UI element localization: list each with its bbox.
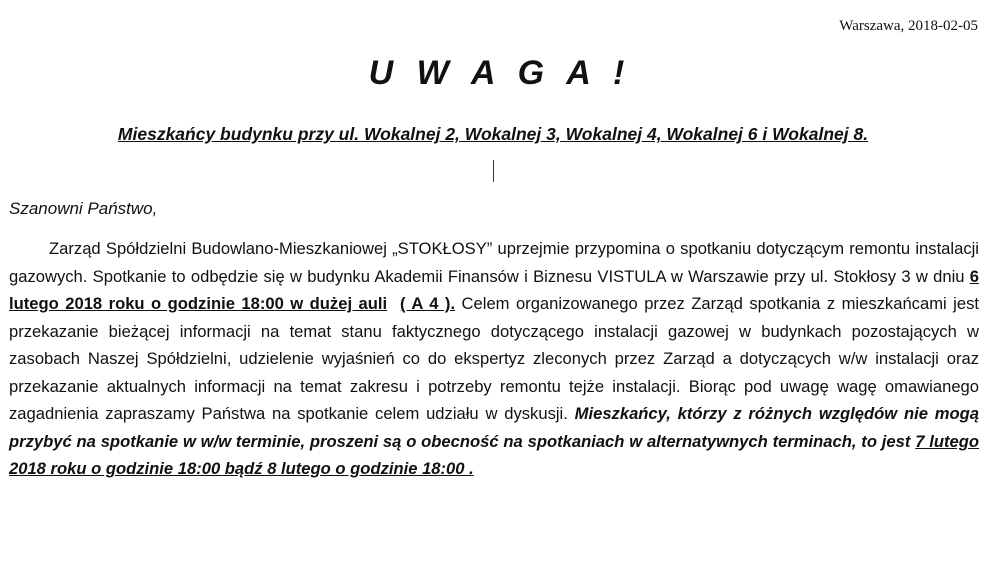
notice-title: U W A G A ! — [368, 54, 632, 92]
text-cursor — [493, 160, 494, 182]
alternative-dates: 7 lutego 2018 roku o godzinie 18:00 bądź 8 lutego o godzinie 18:00 . — [9, 431, 980, 478]
intro-text: Zarząd Spółdzielni Budowlano-Mieszkaniowej „STOKŁOSY” uprzejmie przypomina o spotkaniu dotyczącym remontu instalacji gazowych. Spotkanie to odbędzie się w budynku Akademii Finansów i Biznesu VISTULA w Warszawie przy ul. Stokłosy 3 w dniu — [9, 239, 979, 286]
purpose-text: Celem organizowanego przez Zarząd spotkania z mieszkańcami jest przekazanie bieżącej informacji na temat stanu faktycznego dotyczącego instalacji gazowej w budynkach pozostających w zasobach Naszej Spółdzielni, udzielenie wyjaśnień co do ekspertyz zleconych przez Zarząd a dotyczących w/w instalacji oraz przekazanie aktualnych informacji na temat zakresu i potrzeby remontu tejże instalacji. Biorąc pod uwagę wagę omawianego zagadnienia zapraszamy Państwa na spotkanie celem udziału w dyskusji. — [9, 294, 979, 423]
meeting-date-time: 6 lutego 2018 roku o godzinie 18:00 w dużej auli — [9, 266, 979, 313]
document-date: Warszawa, 2018-02-05 — [839, 18, 978, 34]
letter-body — [9, 235, 979, 483]
salutation: Szanowni Państwo, — [9, 199, 158, 218]
meeting-room: ( A 4 ). — [400, 294, 456, 313]
notice-recipients: Mieszkańcy budynku przy ul. Wokalnej 2, Wokalnej 3, Wokalnej 4, Wokalnej 6 i Wokalnej 8. — [117, 124, 869, 144]
alternative-note: Mieszkańcy, którzy z różnych względów nie mogą przybyć na spotkanie w w/w terminie, proszeni są o obecność na spotkaniach w alternatywnych terminach, to jest — [9, 404, 979, 451]
